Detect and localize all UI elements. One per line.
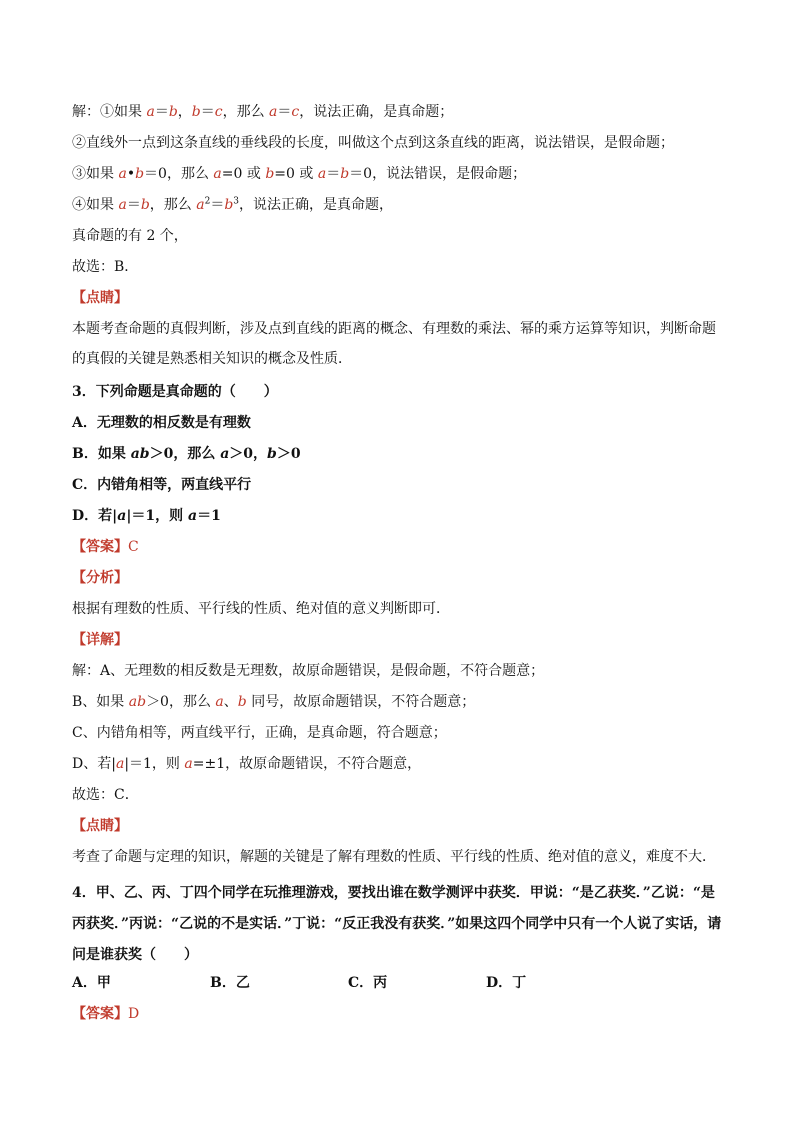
var-a: a [317, 166, 327, 182]
question-4-answer [72, 1004, 139, 1024]
var-ab: ab [130, 446, 150, 462]
var-b: b [168, 104, 178, 120]
exponent: 3 [233, 196, 240, 207]
solution-line-5: 真命题的有 2 个， [72, 228, 188, 244]
text: ，说法正确，是真命题； [299, 104, 454, 120]
text: B、如果 [72, 694, 129, 710]
fenxi-text: 根据有理数的性质、平行线的性质、绝对值的意义判断即可． [72, 601, 450, 617]
solution-line-2: ②直线外一点到这条直线的垂线段的长度，叫做这个点到这条直线的距离，说法错误，是假命题； [72, 135, 674, 151]
var-a: a [184, 756, 193, 772]
text: B．如果 [72, 446, 131, 462]
text: ，那么 [222, 104, 270, 120]
text: ③如果 [72, 166, 119, 182]
var-a: a [118, 197, 127, 213]
answer-value: C [128, 539, 139, 555]
section-tag-dianjing: 【点睛】 [72, 818, 128, 834]
solution-line-1 [72, 102, 453, 122]
var-a: a [215, 694, 224, 710]
answer-value: D [128, 1006, 140, 1022]
text: ＝ [126, 197, 141, 213]
question-3-option-c: C．内错角相等，两直线平行 [72, 477, 252, 493]
text: 、 [223, 694, 238, 710]
text: |＝1，则 [124, 756, 185, 772]
var-b: b [265, 166, 275, 182]
dianjing-text: 考查了命题与定理的知识，解题的关键是了解有理数的性质、平行线的性质、绝对值的意义，难度不大． [72, 849, 716, 865]
text: D、若| [72, 756, 116, 772]
text: |＝1，则 [126, 508, 189, 524]
text: ＞0，那么 [146, 694, 216, 710]
var-b: b [191, 104, 201, 120]
var-a: a [196, 197, 205, 213]
solution-line-3 [72, 164, 526, 184]
text: ④如果 [72, 197, 119, 213]
text: ＝ [210, 197, 225, 213]
solution-line-4 [72, 195, 393, 215]
var-b: b [135, 166, 145, 182]
var-a: a [220, 446, 230, 462]
text: =0 或 [274, 166, 318, 182]
text: 解：①如果 [72, 104, 147, 120]
question-4-option-d: D．丁 [486, 975, 527, 991]
text: ，说法正确，是真命题， [239, 197, 394, 213]
var-a: a [188, 508, 198, 524]
text: ＝ [277, 104, 292, 120]
question-4-option-c: C．丙 [348, 975, 388, 991]
detail-line-4 [72, 754, 421, 774]
section-tag-fenxi: 【分析】 [72, 570, 128, 586]
text: ＞0， [229, 446, 268, 462]
detail-line-2 [72, 692, 475, 712]
var-a: a [115, 756, 125, 772]
text: =0 或 [221, 166, 266, 182]
var-a: a [117, 508, 127, 524]
text: =±1，故原命题错误，不符合题意， [192, 756, 422, 772]
detail-line-5: 故选：C． [72, 787, 139, 803]
var-ab: ab [128, 694, 147, 710]
var-a: a [269, 104, 278, 120]
text: ， [177, 104, 192, 120]
question-3-stem: 3．下列命题是真命题的（ ） [72, 384, 278, 400]
var-b: b [224, 197, 234, 213]
question-3-option-d [72, 506, 221, 526]
question-3-answer [72, 537, 139, 557]
section-tag-xiangjie: 【详解】 [72, 632, 128, 648]
var-a: a [118, 166, 127, 182]
text: ＞0 [276, 446, 301, 462]
text: D．若| [72, 508, 118, 524]
section-tag-dianjing: 【点睛】 [72, 290, 128, 306]
text: ＞0，那么 [149, 446, 221, 462]
text: 同号，故原命题错误，不符合题意； [246, 694, 476, 710]
exponent: 2 [204, 196, 211, 207]
var-c: c [291, 104, 300, 120]
text: • [126, 166, 136, 182]
var-b: b [340, 166, 350, 182]
solution-line-6: 故选：B． [72, 259, 139, 275]
section-tag-answer: 【答案】 [72, 1006, 128, 1022]
text: ＝ [326, 166, 341, 182]
text: ＝1 [197, 508, 221, 524]
text: ＝ [154, 104, 169, 120]
detail-line-1: 解：A、无理数的相反数是无理数，故原命题错误，是假命题，不符合题意； [72, 663, 545, 679]
section-tag-answer: 【答案】 [72, 539, 128, 555]
question-4-option-a: A．甲 [72, 975, 111, 991]
var-c: c [214, 104, 223, 120]
detail-line-3: C、内错角相等，两直线平行，正确，是真命题，符合题意； [72, 725, 447, 741]
text: ＝0，那么 [144, 166, 214, 182]
var-b: b [237, 694, 247, 710]
text: ＝ [200, 104, 215, 120]
var-a: a [213, 166, 222, 182]
question-4-stem: 4．甲、乙、丙、丁四个同学在玩推理游戏，要找出谁在数学测评中获奖．甲说：“是乙获奖．”乙说：“是丙获奖．”丙说：“乙说的不是实话．”丁说：“反正我没有获奖．”如果这四个同学中只有一个人说了实话，请问是谁获奖（ ） [72, 885, 722, 963]
text: ，那么 [149, 197, 197, 213]
text: ＝0，说法错误，是假命题； [349, 166, 527, 182]
question-3-option-a: A．无理数的相反数是有理数 [72, 415, 251, 431]
var-b: b [140, 197, 150, 213]
dianjing-paragraph: 本题考查命题的真假判断，涉及点到直线的距离的概念、有理数的乘法、幂的乘方运算等知识，判断命题的真假的关键是熟悉相关知识的概念及性质． [72, 321, 716, 367]
var-a: a [146, 104, 155, 120]
question-4-option-b: B．乙 [210, 975, 250, 991]
question-3-option-b [72, 444, 301, 464]
var-b: b [267, 446, 277, 462]
